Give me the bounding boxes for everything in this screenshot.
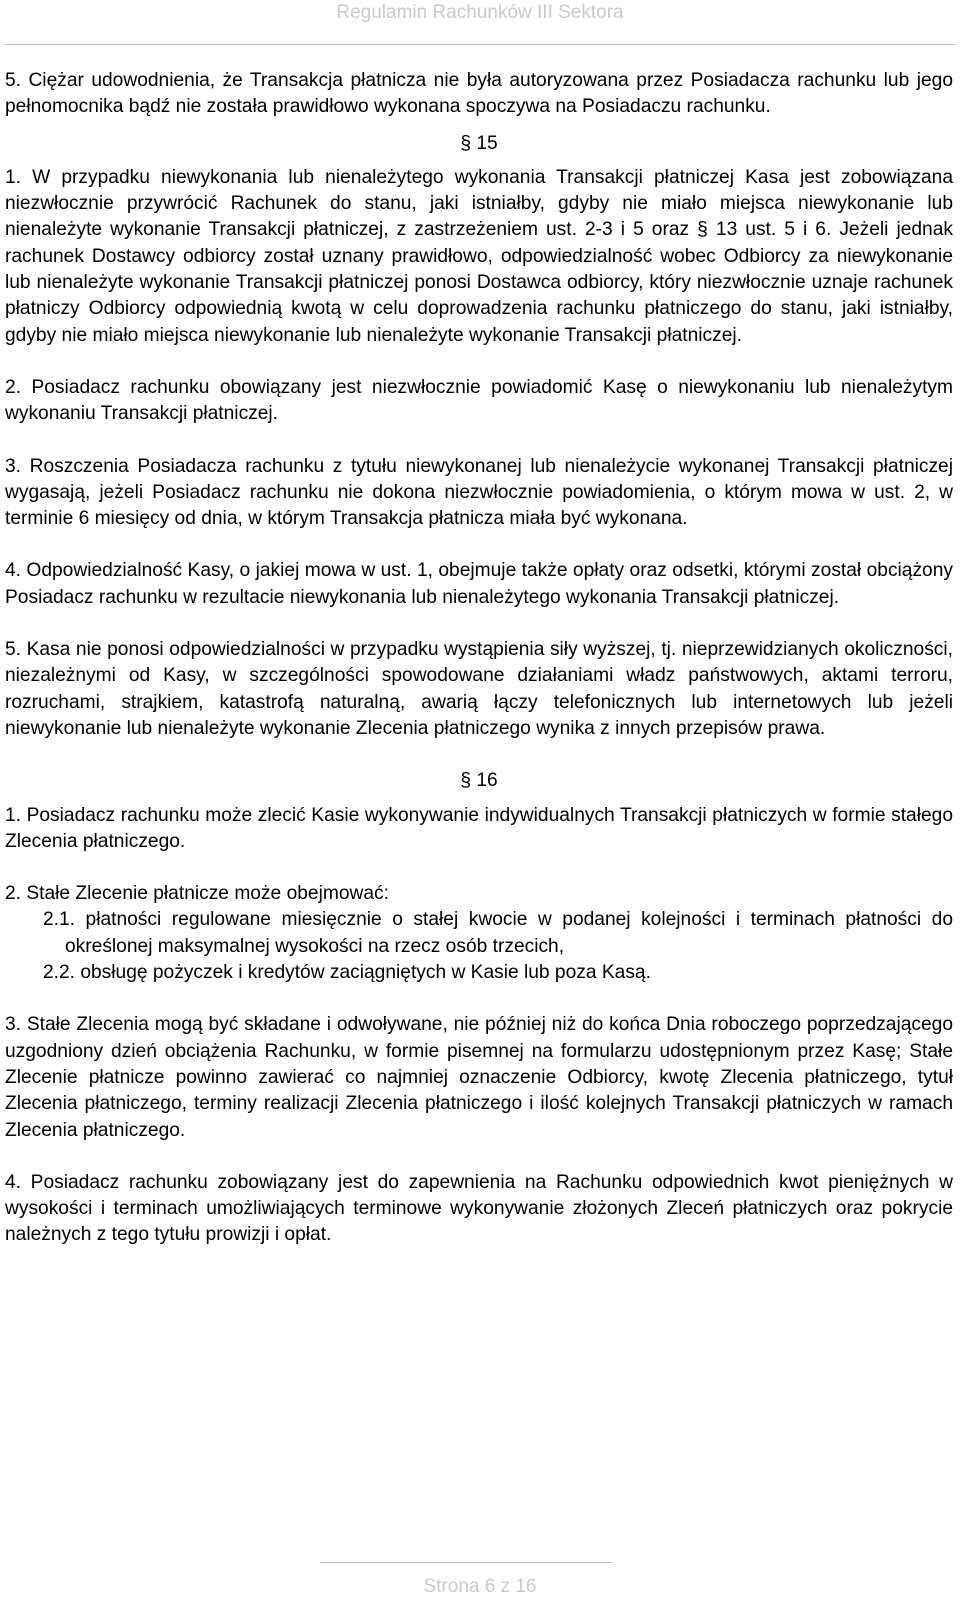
running-header: Regulamin Rachunków III Sektora	[336, 2, 624, 23]
document-body	[5, 68, 953, 1275]
paragraph-5-liability: 5. Ciężar udowodnienia, że Transakcja płatnicza nie była autoryzowana przez Posiadacza rachunku lub jego pełnomocnika bądź nie została prawidłowo wykonana spoczywa na Posiadaczu rachunku.	[5, 70, 953, 118]
footer-divider	[320, 1562, 612, 1563]
page-number: Strona 6 z 16	[423, 1576, 537, 1597]
s16-paragraph-3: 3. Stałe Zlecenia mogą być składane i odwoływane, nie później niż do końca Dnia roboczego poprzedzającego uzgodniony dzień obciążenia Rachunku, w formie pisemnej na formularzu udostępnionym przez Kasę; Stałe Zlecenie płatnicze powinno zawierać co najmniej oznaczenie Odbiorcy, kwotę Zlecenia płatniczego, tytuł Zlecenia płatniczego, terminy realizacji Zlecenia płatniczego i ilość kolejnych Transakcji płatniczych w ramach Zlecenia płatniczego.	[5, 1014, 953, 1141]
s16-paragraph-1: 1. Posiadacz rachunku może zlecić Kasie wykonywanie indywidualnych Transakcji płatniczych w formie stałego Zlecenia płatniczego.	[5, 804, 953, 852]
section-heading-15: § 15	[460, 132, 498, 154]
section-heading-16: § 16	[460, 770, 498, 792]
s16-item-2-2: 2.2. obsługę pożyczek i kredytów zaciągniętych w Kasie lub poza Kasą.	[43, 962, 651, 984]
header-divider	[5, 44, 955, 45]
s15-paragraph-3: 3. Roszczenia Posiadacza rachunku z tytułu niewykonanej lub nienależycie wykonanej Transakcji płatniczej wygasają, jeżeli Posiadacz rachunku nie dokona niezwłocznie powiadomienia, o którym mowa w ust. 2, w terminie 6 miesięcy od dnia, w którym Transakcja płatnicza miała być wykonana.	[5, 455, 953, 530]
s16-item-2-1: 2.1. płatności regulowane miesięcznie o stałej kwocie w podanej kolejności i terminach płatności do określonej maksymalnej wysokości na rzecz osób trzecich,	[43, 909, 953, 957]
s15-paragraph-5: 5. Kasa nie ponosi odpowiedzialności w przypadku wystąpienia siły wyższej, tj. nieprzewidzianych okoliczności, niezależnymi od Kasy, w szczególności spowodowane działaniami władz państwowych, aktami terroru, rozruchami, strajkiem, katastrofą naturalną, awarią łączy telefonicznych lub internetowych lub jeżeli niewykonanie lub nienależyte wykonanie Zlecenia płatniczego wynika z innych przepisów prawa.	[5, 639, 953, 739]
s16-paragraph-4: 4. Posiadacz rachunku zobowiązany jest do zapewnienia na Rachunku odpowiednich kwot pieniężnych w wysokości i terminach umożliwiających terminowe wykonywanie złożonych Zleceń płatniczych oraz pokrycie należnych z tego tytułu prowizji i opłat.	[5, 1171, 953, 1246]
s16-paragraph-2: 2. Stałe Zlecenie płatnicze może obejmować:	[5, 883, 389, 905]
s15-paragraph-1: 1. W przypadku niewykonania lub nienależytego wykonania Transakcji płatniczej Kasa jest zobowiązana niezwłocznie przywrócić Rachunek do stanu, jaki istniałby, gdyby nie miało miejsca niewykonanie lub nienależyte wykonanie Transakcji płatniczej, z zastrzeżeniem ust. 2-3 i 5 oraz § 13 ust. 5 i 6. Jeżeli jednak rachunek Dostawcy odbiorcy został uznany prawidłowo, odpowiedzialność wobec Odbiorcy za niewykonanie lub nienależyte wykonanie Transakcji płatniczej ponosi Dostawca odbiorcy, który niezwłocznie uznaje rachunek płatniczy Odbiorcy odpowiednią kwotą w celu doprowadzenia rachunku płatniczego do stanu, jaki istniałby, gdyby nie miało miejsca niewykonanie lub nienależyte wykonanie Transakcji płatniczej.	[5, 166, 953, 346]
s15-paragraph-4: 4. Odpowiedzialność Kasy, o jakiej mowa w ust. 1, obejmuje także opłaty oraz odsetki, którymi został obciążony Posiadacz rachunku w rezultacie niewykonania lub nienależytego wykonania Transakcji płatniczej.	[5, 560, 953, 608]
s15-paragraph-2: 2. Posiadacz rachunku obowiązany jest niezwłocznie powiadomić Kasę o niewykonaniu lub nienależytym wykonaniu Transakcji płatniczej.	[5, 376, 953, 425]
